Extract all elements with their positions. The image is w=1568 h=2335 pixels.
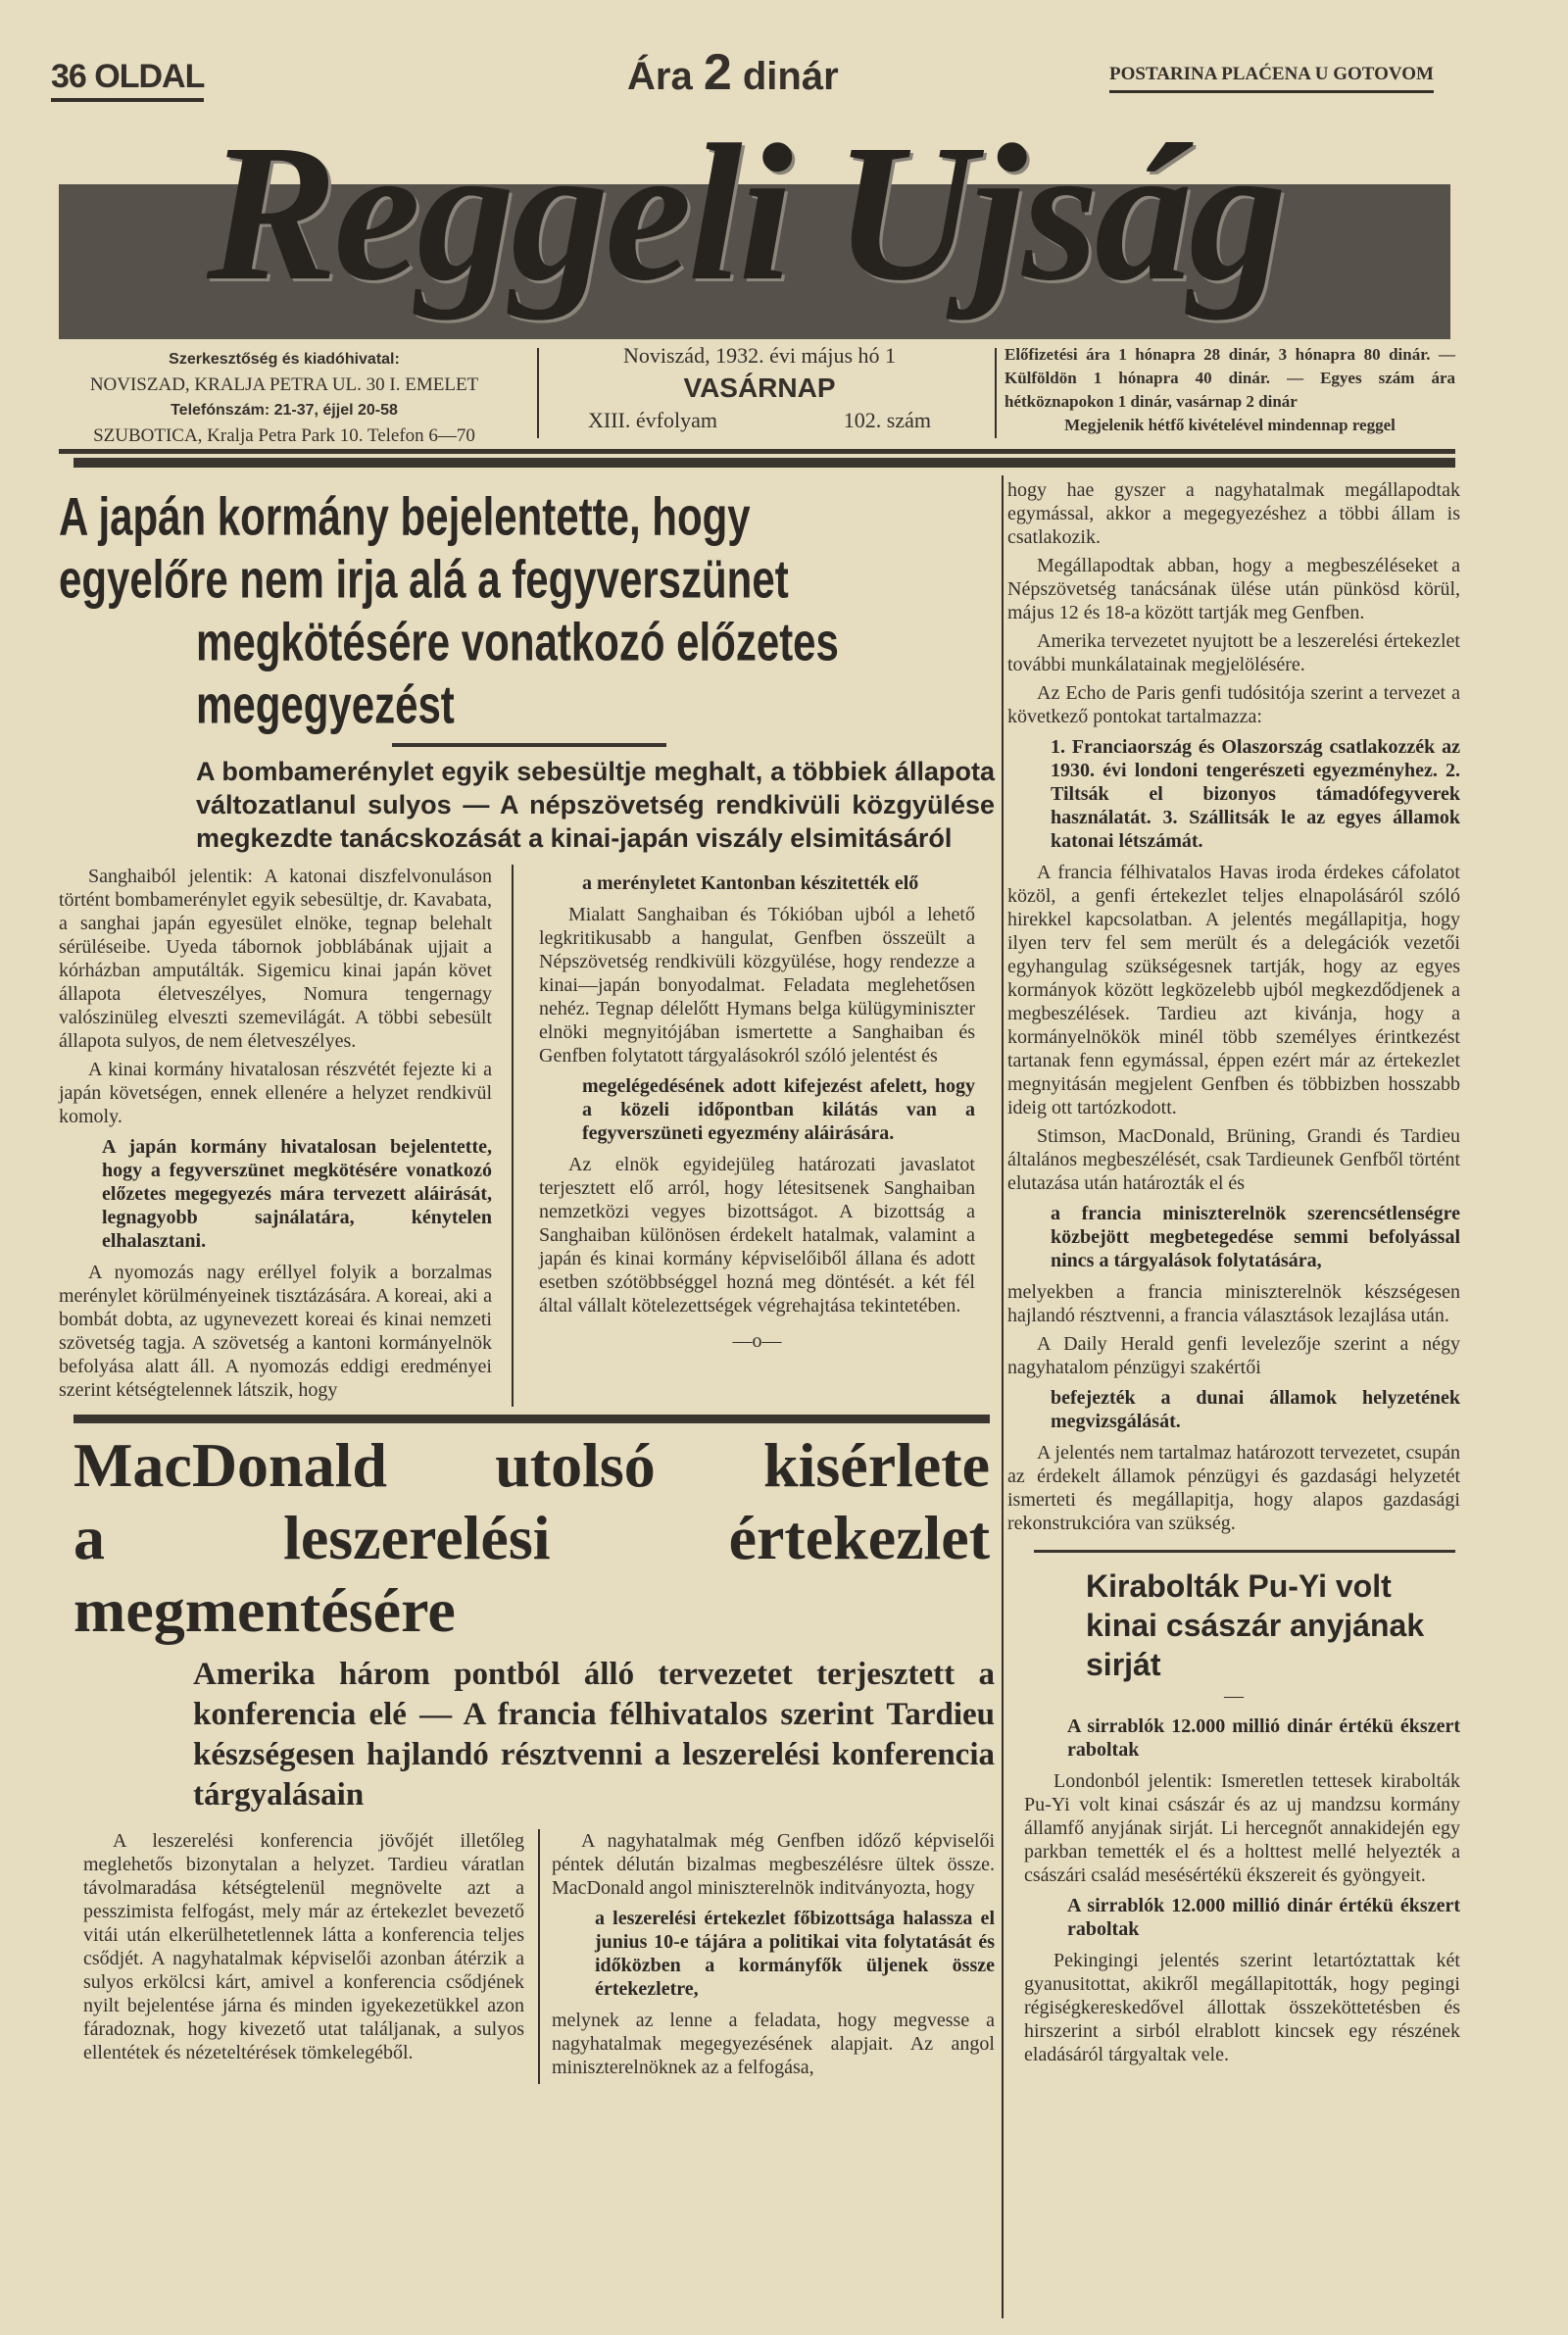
paragraph: A jelentés nem tartalmaz határozott tervezetet, csupán az érdekelt államok pénzügyi és gazdasági helyzetét ismerteti és megállapitja, hogy alapos gazdasági rekonstrukcióra van szükség. [1007, 1442, 1460, 1534]
bold-paragraph: 1. Franciaország és Olaszország csatlakozzék az 1930. évi londoni tengerészeti egyezményhez. 2. Tiltsák el bizonyos támadófegyverek használatát. 3. Szállitsák le az egyes államok katonai létszámát. [1051, 736, 1460, 852]
divider [537, 348, 539, 438]
postage-note: POSTARINA PLAĆENA U GOTOVOM [1109, 63, 1434, 93]
paragraph: Az Echo de Paris genfi tudósitója szerint a tervezet a következő pontokat tartalmazza: [1007, 682, 1460, 727]
paragraph: A Daily Herald genfi levelezője szerint a négy nagyhatalom pénzügyi szakértői [1007, 1333, 1460, 1378]
article1-subheadline: A bombamerénylet egyik sebesültje meghalt, a többiek állapota változatlanul sulyos — A népszövetség rendkivüli közgyülése megkezdte tanácskozását a kinai-japán viszály elsimitásáról [196, 757, 995, 853]
article2-subheadline: Amerika három pontból álló tervezetet terjesztett a konferencia elé — A francia félhivatalos szerint Tardieu készségesen hajlandó résztvenni a leszerelési konferencia tárgyalásain [193, 1657, 995, 1813]
article3-body [1024, 1708, 1460, 2071]
article3-headline: Kirabolták Pu-Yi volt kinai császár anyjának sirját [1086, 1568, 1425, 1682]
paragraph: melyekben a francia miniszterelnök készségesen hajlandó résztvenni, a francia választások lezajlása után. [1007, 1281, 1460, 1326]
divider [74, 458, 1455, 468]
office-phone: Telefónszám: 21-37, éjjel 20-58 [171, 402, 398, 419]
bold-paragraph: A sirrablók 12.000 millió dinár értékü ékszert raboltak [1067, 1895, 1460, 1940]
paragraph: A nyomozás nagy eréllyel folyik a borzalmas merénylet körülményeinek tisztázására. A koreai, aki a bombát dobta, az ugynevezett koreai és kinai nemzeti szövetség tagja. A szövetség a kantoni kormányelnök befolyása alatt áll. A nyomozás eddigi eredményei szerint kétségtelennek látszik, hogy [59, 1262, 492, 1401]
masthead-logo: Reggeli Ujság [207, 105, 1283, 322]
bold-paragraph: befejezték a dunai államok helyzetének megvizsgálását. [1051, 1387, 1460, 1432]
subscription-prices: Előfizetési ára 1 hónapra 28 dinár, 3 hónapra 80 dinár. — Külföldön 1 hónapra 40 dinár. — Egyes szám ára hétköznapokon 1 dinár, vasárnap 2 dinár [1004, 345, 1455, 411]
paragraph: A francia félhivatalos Havas iroda érdekes cáfolatot közöl, a genfi értekezlet teljes elnapolásáról szóló hirekkel kapcsolatban. A jelentés megállapitja, hogy ilyen terv fel sem merült és a delegációk vezetői egyhangulag szükségesnek tartják, hogy az egyes kormányok között legközelebb ujból megkezdődjenek a megbeszélések. Tardieu azt kivánja, hogy a kormányelnökök minél több személyes érintkezést tartanak fenn egymással, éppen ezért már az értekezlet megnyitásán megjelent Genfben és többizben hosszabb ideig ott tartózkodott. [1007, 862, 1460, 1118]
paragraph: hogy hae gyszer a nagyhatalmak megállapodtak egymással, akkor a megegyezéshez a többi állam is csatlakozik. [1007, 479, 1460, 548]
headline-line: megmentésére [74, 1575, 456, 1645]
divider [392, 743, 666, 747]
volume: XIII. évfolyam [588, 408, 717, 432]
paragraph: Sanghaiból jelentik: A katonai diszfelvonuláson történt bombamerénylet egyik sebesültje, dr. Kavabata, a sanghai japán egyesület elnöke, tegnap belehalt sérüléseibe. Uyeda tábornok jobblábának ujjait a kórházban amputálták. Sigemicu kinai japán követ állapota életveszélyes, Nomura tengernagy valószinüleg elveszti szemevilágát. A többi sebesült állapota sulyos, de nem életveszélyes. [59, 866, 492, 1052]
page-count: 36 OLDAL [51, 57, 204, 102]
bold-paragraph: megelégedésének adott kifejezést afelett, hogy a közeli időpontban kilátás van a fegyverszüneti egyezmény aláirására. [582, 1075, 975, 1144]
paragraph: Megállapodtak abban, hogy a megbeszéléseket a Népszövetség tanácsának ülése után pünkösd körül, május 12 és 18-a között tartják meg Genfben. [1007, 555, 1460, 623]
right-column [1007, 478, 1460, 1540]
bold-paragraph: a francia miniszterelnök szerencsétlenségre közbejött megbetegedése semmi befolyással nincs a tárgyalások folytatására, [1051, 1203, 1460, 1271]
headline-line: a leszerelési értekezlet [74, 1503, 990, 1572]
price-suffix: dinár [742, 55, 839, 98]
office-address: NOVISZAD, KRALJA PETRA UL. 30 I. EMELET [89, 374, 479, 395]
paragraph: A nagyhatalmak még Genfben időző képviselői péntek délután bizalmas megbeszélésre ültek össze. MacDonald angol miniszterelnök inditványozta, hogy [552, 1830, 995, 1899]
publication-schedule: Megjelenik hétfő kivételével mindennap reggel [1064, 416, 1396, 434]
price-number: 2 [703, 44, 732, 101]
divider [995, 348, 997, 438]
paragraph: A leszerelési konferencia jövőjét illetőleg meglehetős bizonytalan a helyzet. Tardieu váratlan távolmaradása kétségtelenül megnövelte azt a pesszimista felfogást, mely már az értekezlet bevezető vitái után elkerülhetetlennek látta a konferencia teljes csődjét. A nagyhatalmak képviselői azonban átérzik a sulyos erkölcsi kárt, amivel a konferencia csődjének nyilt bejelentése járna és minden igyekezetükkel azon fáradoznak, hogy kivezető utat találjanak, a sulyos ellentétek és nézeteltérések tömkelegéből. [83, 1830, 524, 2063]
article1-columns [59, 865, 995, 1407]
issue-number: 102. szám [843, 408, 931, 432]
paragraph: Pekingingi jelentés szerint letartóztattak két gyanusitottat, akikről megállapitották, hogy pegingi régiségkereskedővel állottak összeköttetésben és hirszerint a sirból elrablott kincsek egy részének eladásáról tárgyaltak vele. [1024, 1950, 1460, 2065]
divider [74, 1415, 990, 1423]
separator-dash: — [1224, 1685, 1244, 1707]
headline-line: A japán kormány bejelentette, hogy [59, 486, 751, 547]
subotica-office: SZUBOTICA, Kralja Petra Park 10. Telefon 6—70 [93, 425, 475, 446]
paragraph: —o— [732, 1330, 782, 1352]
column-rule [1002, 475, 1004, 2318]
divider [59, 449, 1455, 454]
bold-paragraph: A sirrablók 12.000 millió dinár értékü ékszert raboltak [1067, 1715, 1460, 1761]
paragraph: Stimson, MacDonald, Brüning, Grandi és Tardieu általános megbeszélését, csak Tardieunek Genfből történt elutazása után határozták el és [1007, 1125, 1460, 1194]
office-info [59, 347, 510, 449]
paragraph: Mialatt Sanghaiban és Tókióban ujból a lehető legkritikusabb a hangulat, Genfben összeült a Népszövetség rendkivüli közgyülése, hogy rendezze a kinai—japán bonyodalmat. Feladata meglehetősen nehéz. Tegnap délelőtt Hymans belga külügyminiszter elnöki megnyitójában ismertette a Sanghaiban és Genfben folytatott tárgyalásokról szóló jelentést és [539, 904, 975, 1067]
headline-line: megegyezést [196, 674, 455, 735]
article2-left-column [83, 1829, 538, 2069]
article2-middle-column [540, 1829, 995, 2084]
bold-paragraph: A japán kormány hivatalosan bejelentette, hogy a fegyverszünet megkötésére vonatkozó előzetes megegyezés mára tervezett aláirását, legnagyobb sajnálatára, kénytelen elhalasztani. [102, 1136, 492, 1252]
bold-paragraph: a merényletet Kantonban készitették elő [582, 872, 919, 894]
headline-line: megkötésére vonatkozó előzetes [196, 612, 839, 672]
left-area [59, 486, 995, 2084]
paragraph: Amerika tervezetet nyujtott be a leszerelési értekezlet további munkálatainak megjelölésére. [1007, 630, 1460, 675]
paragraph: A kinai kormány hivatalosan részvétét fejezte ki a japán követségen, ennek ellenére a helyzet rendkivül komoly. [59, 1059, 492, 1127]
office-title: Szerkesztőség és kiadóhivatal: [169, 351, 400, 368]
article1-headline [59, 486, 995, 737]
article1-middle-column [514, 865, 975, 1358]
paragraph: Londonból jelentik: Ismeretlen tettesek kirabolták Pu-Yi volt kinai császár és az uj mandzsu kormány államfő anyjának sirját. Li hercegnőt annakidején egy parkban temették el és a holttest mellé helyezték a császári család mesésértékü ékszereit és gyöngyeit. [1024, 1770, 1460, 1886]
price-prefix: Ára [627, 55, 693, 98]
subscription-info [1004, 343, 1455, 437]
divider [1034, 1550, 1455, 1553]
bold-paragraph: a leszerelési értekezlet főbizottsága halassza el junius 10-e tájára a politikai vita folytatását és időközben a kormányfők üljenek össze értekezletre, [595, 1908, 995, 2000]
weekday: VASÁRNAP [683, 373, 836, 403]
headline-line: egyelőre nem irja alá a fegyverszünet [59, 549, 789, 610]
article1-left-column [59, 865, 512, 1407]
paragraph: Az elnök egyidejüleg határozati javaslatot terjesztett elő arról, hogy létesitsenek Sanghaiban nemzetközi vegyes bizottságot. A bizottság a Sanghaiban különösen érdekelt hatalmak, valamint a japán és kinai kormány képviselőiből állana és adott esetben szótöbbséggel hozná meg döntését. a két fél által vállalt kötelezettségek végrehajtása tekintetében. [539, 1154, 975, 1317]
paragraph: melynek az lenne a feladata, hogy megvesse a nagyhatalmak megegyezésének alapjait. Az angol miniszterelnöknek az a felfogása, [552, 2010, 995, 2078]
right-area [1007, 478, 1460, 2071]
issue-date: Noviszád, 1932. évi május hó 1 [622, 343, 897, 368]
article2-headline [74, 1429, 990, 1647]
issue-info [573, 343, 946, 433]
price [627, 45, 839, 104]
headline-line: MacDonald utolsó kisérlete [74, 1430, 990, 1500]
article2-columns [59, 1829, 995, 2084]
